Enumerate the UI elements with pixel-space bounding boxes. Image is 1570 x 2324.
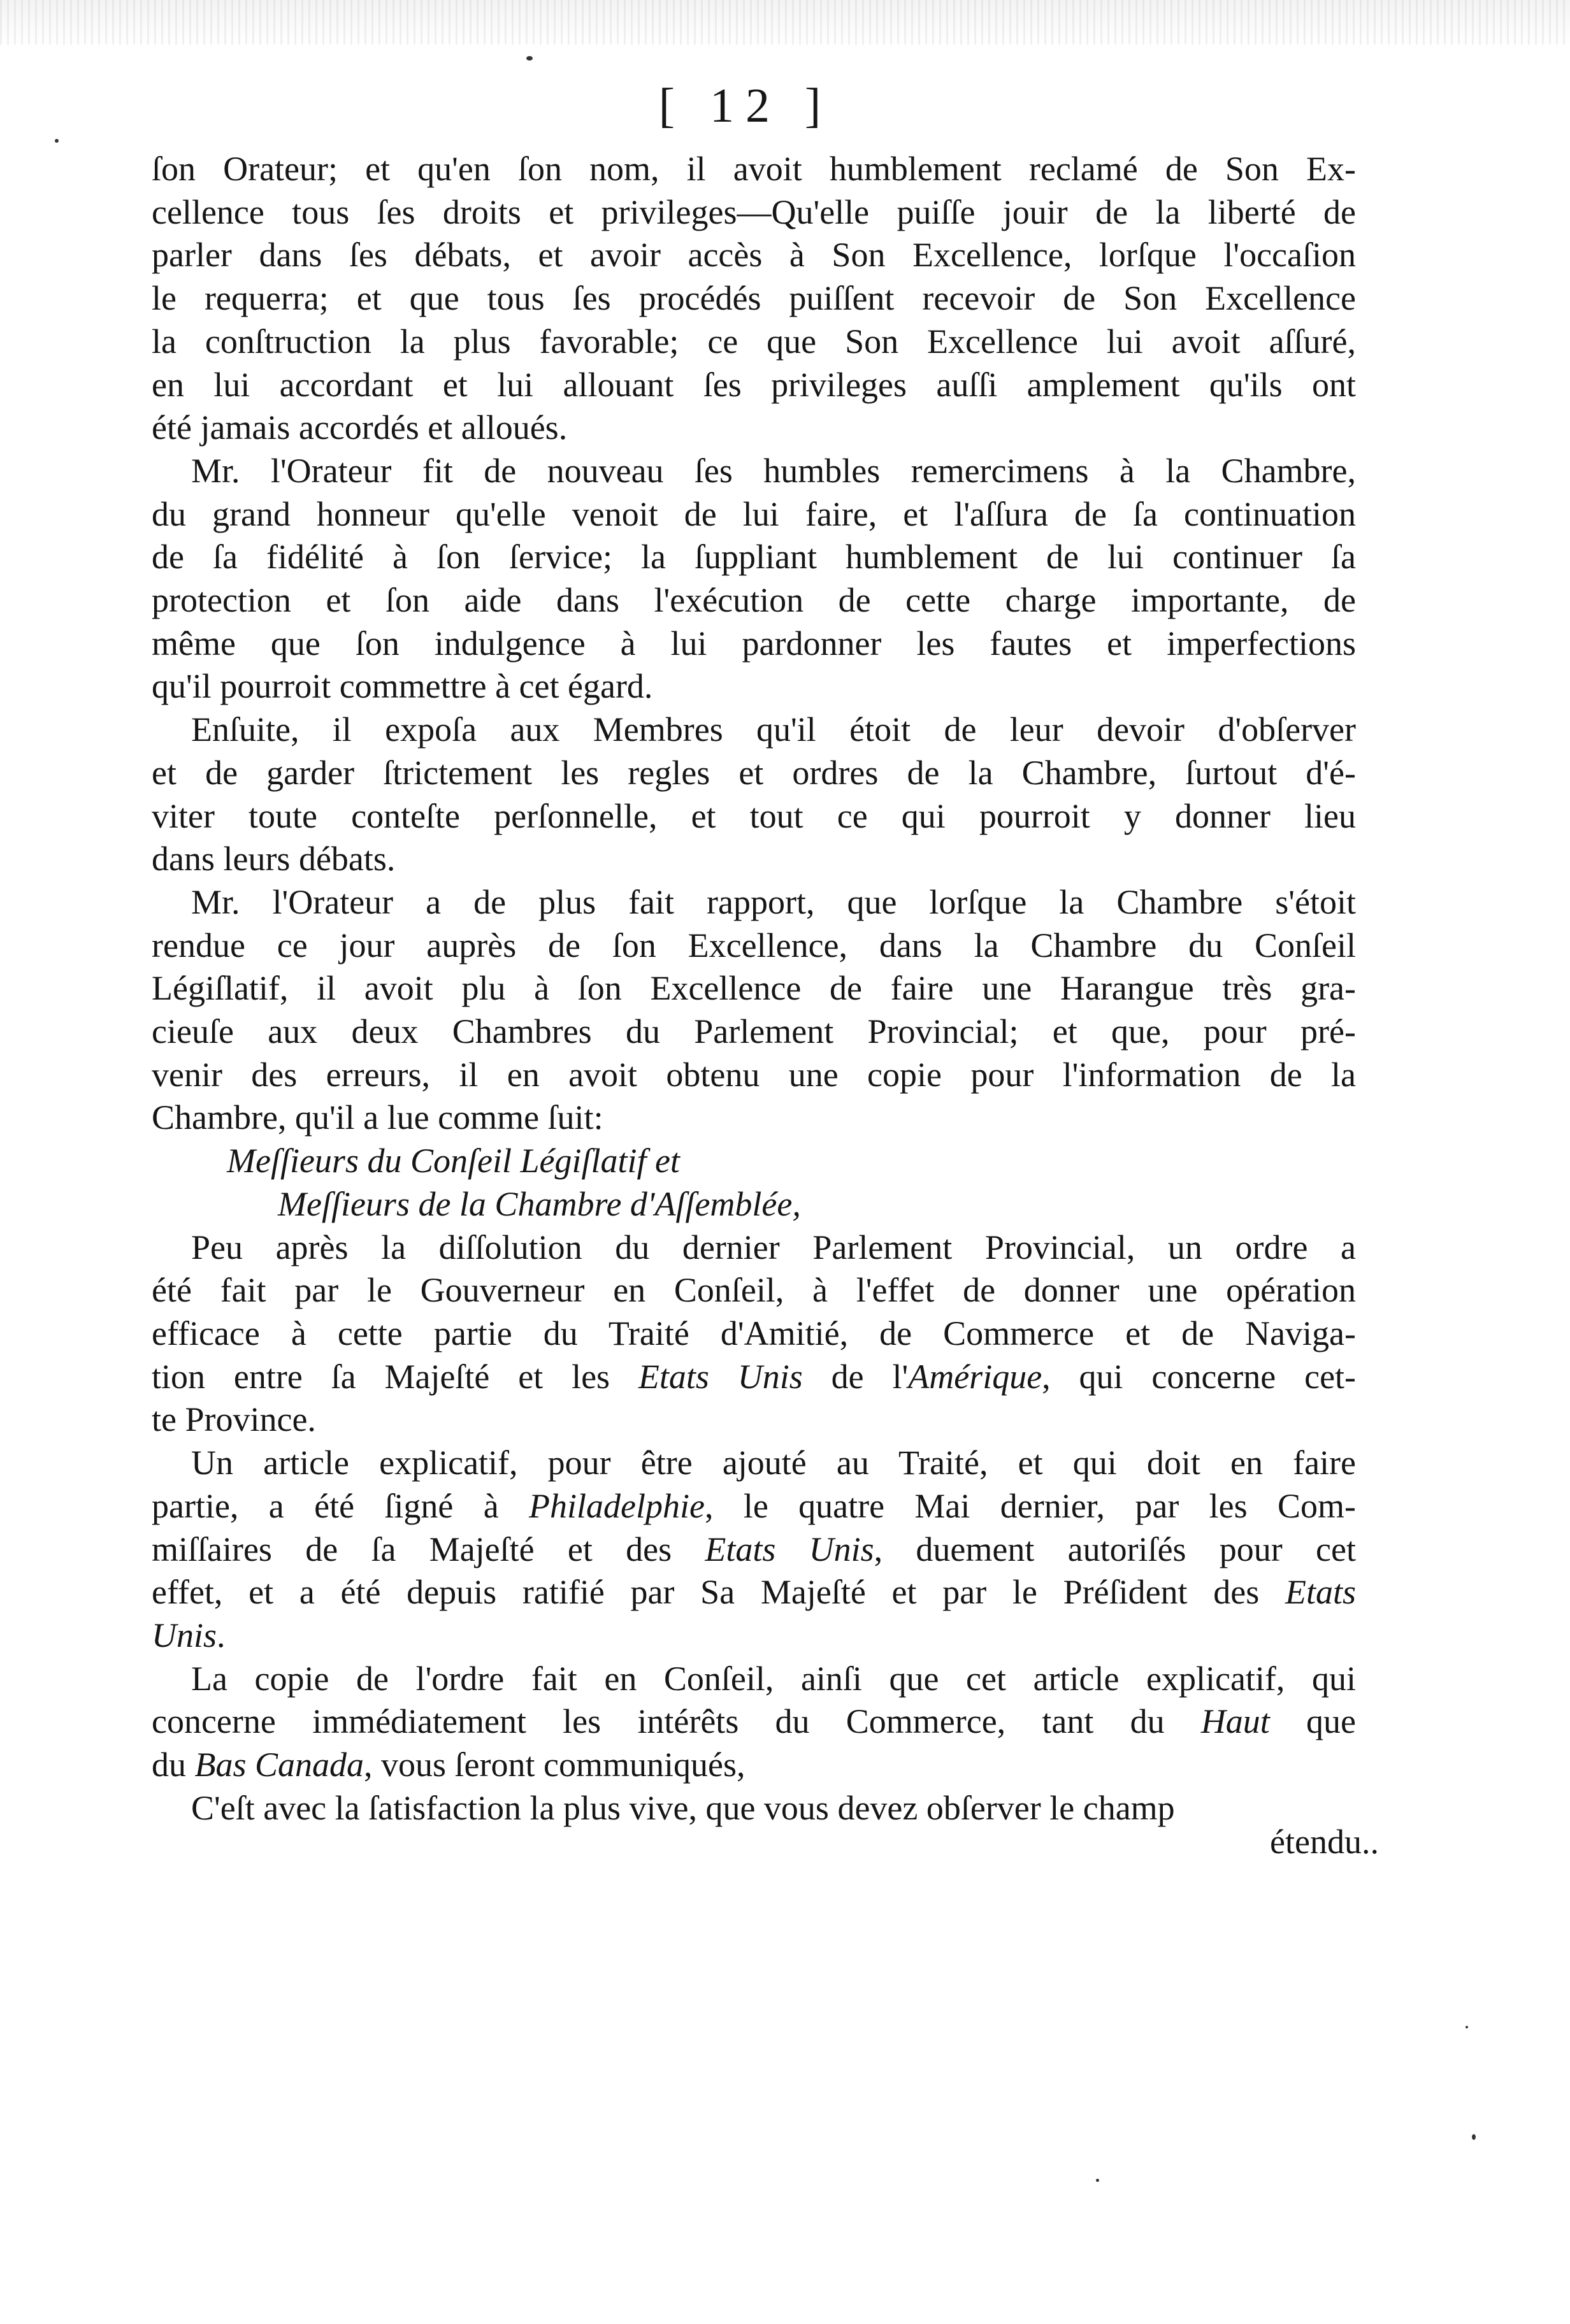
paragraph <box>152 1442 1356 1658</box>
text-run: C'eſt avec la ſatisfaction la plus vive, que vous devez obſerver le champ <box>191 1788 1175 1827</box>
text-line <box>152 665 1356 708</box>
text-run: concerne immédiatement les intérêts du Commerce, tant du <box>152 1702 1201 1741</box>
paragraph <box>152 1787 1356 1830</box>
italic-run: Etats Unis <box>638 1357 803 1396</box>
text-run: que <box>1269 1702 1356 1741</box>
text-line <box>152 1658 1356 1701</box>
text-line <box>152 191 1356 234</box>
text-line <box>152 579 1356 622</box>
text-run: protection et ſon aide dans l'exécution de cette charge importante, de <box>152 581 1356 620</box>
text-line <box>152 881 1356 924</box>
italic-run: Unis <box>152 1616 217 1654</box>
text-line <box>152 708 1356 752</box>
speech-paragraphs <box>152 1226 1356 1830</box>
italic-run: Haut <box>1200 1702 1270 1741</box>
text-run: ſon Orateur; et qu'en ſon nom, il avoit humblement reclamé de Son Ex- <box>152 150 1356 188</box>
text-run: qu'il pourroit commettre à cet égard. <box>152 667 653 706</box>
text-line <box>152 406 1356 450</box>
text-line <box>152 148 1356 191</box>
text-line <box>152 234 1356 277</box>
ink-speck <box>526 56 533 61</box>
text-run: Enſuite, il expoſa aux Membres qu'il étoit de leur devoir d'obſerver <box>191 710 1356 749</box>
text-line <box>152 967 1356 1010</box>
text-line <box>152 622 1356 666</box>
text-run: , duement autoriſés pour cet <box>874 1530 1356 1568</box>
italic-run: Etats Unis <box>705 1530 874 1568</box>
ink-speck <box>55 139 59 143</box>
text-line <box>152 450 1356 493</box>
text-line <box>152 1485 1356 1528</box>
italic-run: Philadelphie <box>529 1486 705 1525</box>
text-line <box>152 1312 1356 1356</box>
text-run: rendue ce jour auprès de ſon Excellence, dans la Chambre du Conſeil <box>152 926 1356 965</box>
ink-speck <box>1472 2134 1476 2140</box>
text-line <box>152 277 1356 320</box>
address-line-council: Meſſieurs du Conſeil Légiſlatif et <box>227 1142 680 1180</box>
text-run: en lui accordant et lui allouant ſes privileges auſſi amplement qu'ils ont <box>152 365 1356 404</box>
text-run: et de garder ſtrictement les regles et ordres de la Chambre, ſurtout d'é- <box>152 753 1356 792</box>
text-line <box>152 536 1356 579</box>
text-run: cellence tous ſes droits et privileges—Qu'elle puiſſe jouir de la liberté de <box>152 192 1356 231</box>
text-line <box>152 1442 1356 1485</box>
text-run: Chambre, qu'il a lue comme ſuit: <box>152 1098 603 1137</box>
text-line <box>152 1054 1356 1097</box>
text-run: le requerra; et que tous ſes procédés puiſſent recevoir de Son Excellence <box>152 279 1356 318</box>
text-run: cieuſe aux deux Chambres du Parlement Provincial; et que, pour pré- <box>152 1012 1356 1051</box>
text-line <box>152 1356 1356 1399</box>
text-line <box>152 364 1356 407</box>
italic-run: Etats <box>1285 1573 1356 1612</box>
ink-speck <box>1466 2026 1468 2028</box>
italic-run: Amérique <box>908 1357 1042 1396</box>
text-run: , qui concerne cet- <box>1042 1357 1357 1396</box>
catchword: étendu.. <box>1270 1823 1379 1861</box>
text-line <box>152 924 1356 968</box>
text-run: , vous ſeront communiqués, <box>364 1746 745 1784</box>
text-line <box>152 1744 1356 1787</box>
text-run: partie, a été ſigné à <box>152 1486 529 1525</box>
text-line <box>152 1614 1356 1658</box>
text-run: Mr. l'Orateur fit de nouveau ſes humbles remercimens à la Chambre, <box>191 451 1356 490</box>
text-run: venir des erreurs, il en avoit obtenu une copie pour l'information de la <box>152 1055 1356 1094</box>
text-run: été fait par le Gouverneur en Conſeil, à l'effet de donner une opération <box>152 1271 1356 1310</box>
text-run: parler dans ſes débats, et avoir accès à Son Excellence, lorſque l'occaſion <box>152 236 1356 275</box>
bleed-through-strip <box>0 0 1570 45</box>
text-run: efficace à cette partie du Traité d'Amitié, de Commerce et de Naviga- <box>152 1314 1356 1352</box>
address-line-assembly: Meſſieurs de la Chambre d'Aſſemblée, <box>278 1184 801 1223</box>
ink-speck <box>1096 2179 1099 2182</box>
text-run: Peu après la diſſolution du dernier Parlement Provincial, un ordre a <box>191 1228 1356 1266</box>
text-line <box>152 1787 1356 1830</box>
text-line <box>152 1528 1356 1572</box>
text-line <box>152 1571 1356 1614</box>
text-run: du grand honneur qu'elle venoit de lui faire, et l'aſſura de ſa continuation <box>152 494 1356 533</box>
text-run: de l' <box>802 1357 909 1396</box>
body-text <box>152 148 1356 1830</box>
text-run: Mr. l'Orateur a de plus fait rapport, que lorſque la Chambre s'étoit <box>191 882 1356 921</box>
paragraph <box>152 1658 1356 1787</box>
text-run: même que ſon indulgence à lui pardonner les fautes et imperfections <box>152 624 1356 663</box>
text-run: tion entre ſa Majeſté et les <box>152 1357 638 1396</box>
text-run: viter toute conteſte perſonnelle, et tout ce qui pourroit y donner lieu <box>152 796 1356 835</box>
text-run: . <box>217 1616 226 1654</box>
text-run: de ſa fidélité à ſon ſervice; la ſuppliant humblement de lui continuer ſa <box>152 538 1356 577</box>
text-line <box>152 1010 1356 1054</box>
text-run: Légiſlatif, il avoit plu à ſon Excellence de faire une Harangue très gra- <box>152 969 1356 1008</box>
paragraph <box>152 148 1356 450</box>
text-line <box>152 1700 1356 1744</box>
text-line <box>152 1096 1356 1140</box>
text-line <box>152 795 1356 838</box>
paragraph <box>152 708 1356 881</box>
text-line <box>152 493 1356 536</box>
text-line <box>152 838 1356 881</box>
text-line <box>152 1226 1356 1270</box>
page-number: [ 12 ] <box>658 79 833 133</box>
text-run: la conſtruction la plus favorable; ce que Son Excellence lui avoit aſſuré, <box>152 322 1356 361</box>
proceedings-paragraphs <box>152 148 1356 1140</box>
text-run: effet, et a été depuis ratifié par Sa Majeſté et par le Préſident des <box>152 1573 1285 1612</box>
text-run: La copie de l'ordre fait en Conſeil, ainſi que cet article explicatif, qui <box>191 1659 1356 1698</box>
text-run: Un article explicatif, pour être ajouté au Traité, et qui doit en faire <box>191 1444 1356 1482</box>
text-run: te Province. <box>152 1400 316 1439</box>
paragraph <box>152 450 1356 708</box>
italic-run: Bas Canada <box>194 1746 364 1784</box>
text-line <box>152 1398 1356 1442</box>
text-line <box>152 1269 1356 1312</box>
text-line <box>152 320 1356 364</box>
text-run: dans leurs débats. <box>152 840 396 879</box>
paragraph <box>152 1226 1356 1442</box>
text-run: été jamais accordés et alloués. <box>152 408 568 447</box>
paragraph <box>152 881 1356 1140</box>
text-run: du <box>152 1746 195 1784</box>
text-line <box>152 752 1356 795</box>
text-run: miſſaires de ſa Majeſté et des <box>152 1530 705 1568</box>
text-run: , le quatre Mai dernier, par les Com- <box>704 1486 1356 1525</box>
